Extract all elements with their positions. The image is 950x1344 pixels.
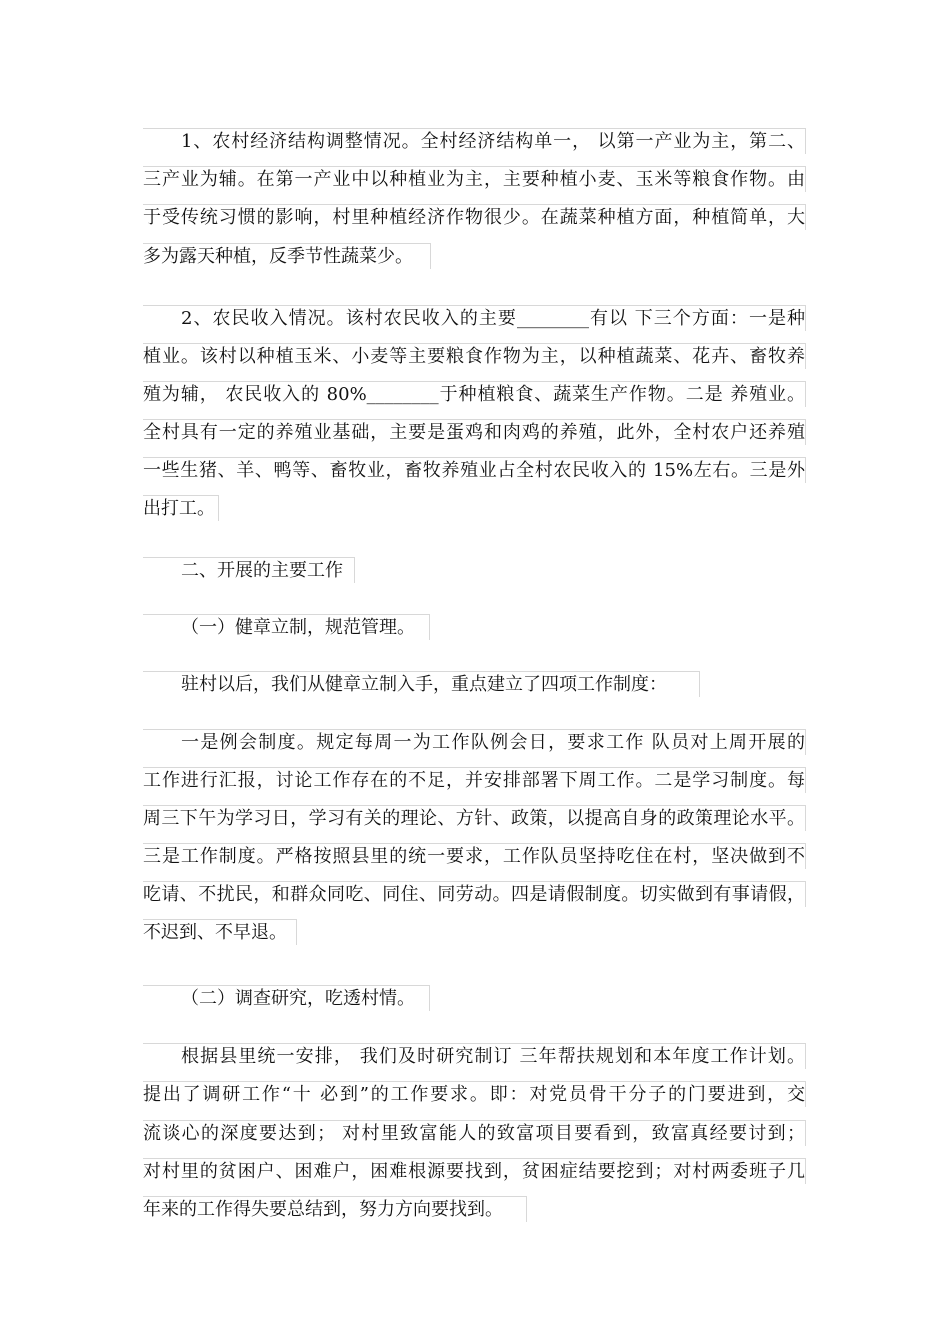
- p3-line1: 一是例会制度。规定每周一为工作队例会日，要求工作 队员对上周开展的: [143, 729, 806, 755]
- p3-line5: 吃请、不扰民，和群众同吃、同住、同劳动。四是请假制度。切实做到有事请假，: [143, 881, 806, 907]
- p1-line2: 三产业为辅。在第一产业中以种植业为主，主要种植小麦、玉米等粮食作物。由: [143, 166, 806, 192]
- p4-line4: 对村里的贫困户、困难户，困难根源要找到，贫困症结要挖到；对村两委班子几: [143, 1158, 806, 1184]
- p2-line4: 全村具有一定的养殖业基础，主要是蛋鸡和肉鸡的养殖，此外，全村农户还养殖: [143, 419, 806, 445]
- p2-line6: 出打工。: [143, 495, 219, 521]
- p4-line3: 流谈心的深度要达到； 对村里致富能人的致富项目要看到，致富真经要讨到；: [143, 1120, 806, 1146]
- p4-line2: 提出了调研工作“十 必到”的工作要求。即：对党员骨干分子的门要进到，交: [143, 1081, 806, 1107]
- p3-line6: 不迟到、不早退。: [143, 919, 297, 945]
- p4-line5: 年来的工作得失要总结到，努力方向要找到。: [143, 1196, 527, 1222]
- p3-line2: 工作进行汇报，讨论工作存在的不足，并安排部署下周工作。二是学习制度。每: [143, 767, 806, 793]
- subheading-2: （二）调查研究，吃透村情。: [143, 985, 430, 1011]
- intro-line: 驻村以后，我们从健章立制入手，重点建立了四项工作制度：: [143, 671, 700, 697]
- p2-line5: 一些生猪、羊、鸭等、畜牧业，畜牧养殖业占全村农民收入的 15%左右。三是外: [143, 457, 806, 483]
- p2-line3: 殖为辅， 农民收入的 80%________于种植粮食、蔬菜生产作物。二是 养殖业。: [143, 381, 806, 407]
- p2-line1: 2、农民收入情况。该村农民收入的主要________有以 下三个方面：一是种: [143, 305, 806, 331]
- p1-line3: 于受传统习惯的影响，村里种植经济作物很少。在蔬菜种植方面，种植简单，大: [143, 204, 806, 230]
- p3-line4: 三是工作制度。严格按照县里的统一要求，工作队员坚持吃住在村，坚决做到不: [143, 843, 806, 869]
- section-heading-2: 二、开展的主要工作: [143, 557, 355, 583]
- p1-line1: 1、农村经济结构调整情况。全村经济结构单一， 以第一产业为主，第二、: [143, 128, 806, 154]
- p2-line2: 植业。该村以种植玉米、小麦等主要粮食作物为主，以种植蔬菜、花卉、畜牧养: [143, 343, 806, 369]
- subheading-1: （一）健章立制，规范管理。: [143, 614, 430, 640]
- p1-line4: 多为露天种植，反季节性蔬菜少。: [143, 243, 431, 269]
- p3-line3: 周三下午为学习日，学习有关的理论、方针、政策，以提高自身的政策理论水平。: [143, 805, 806, 831]
- p4-line1: 根据县里统一安排， 我们及时研究制订 三年帮扶规划和本年度工作计划。: [143, 1043, 806, 1069]
